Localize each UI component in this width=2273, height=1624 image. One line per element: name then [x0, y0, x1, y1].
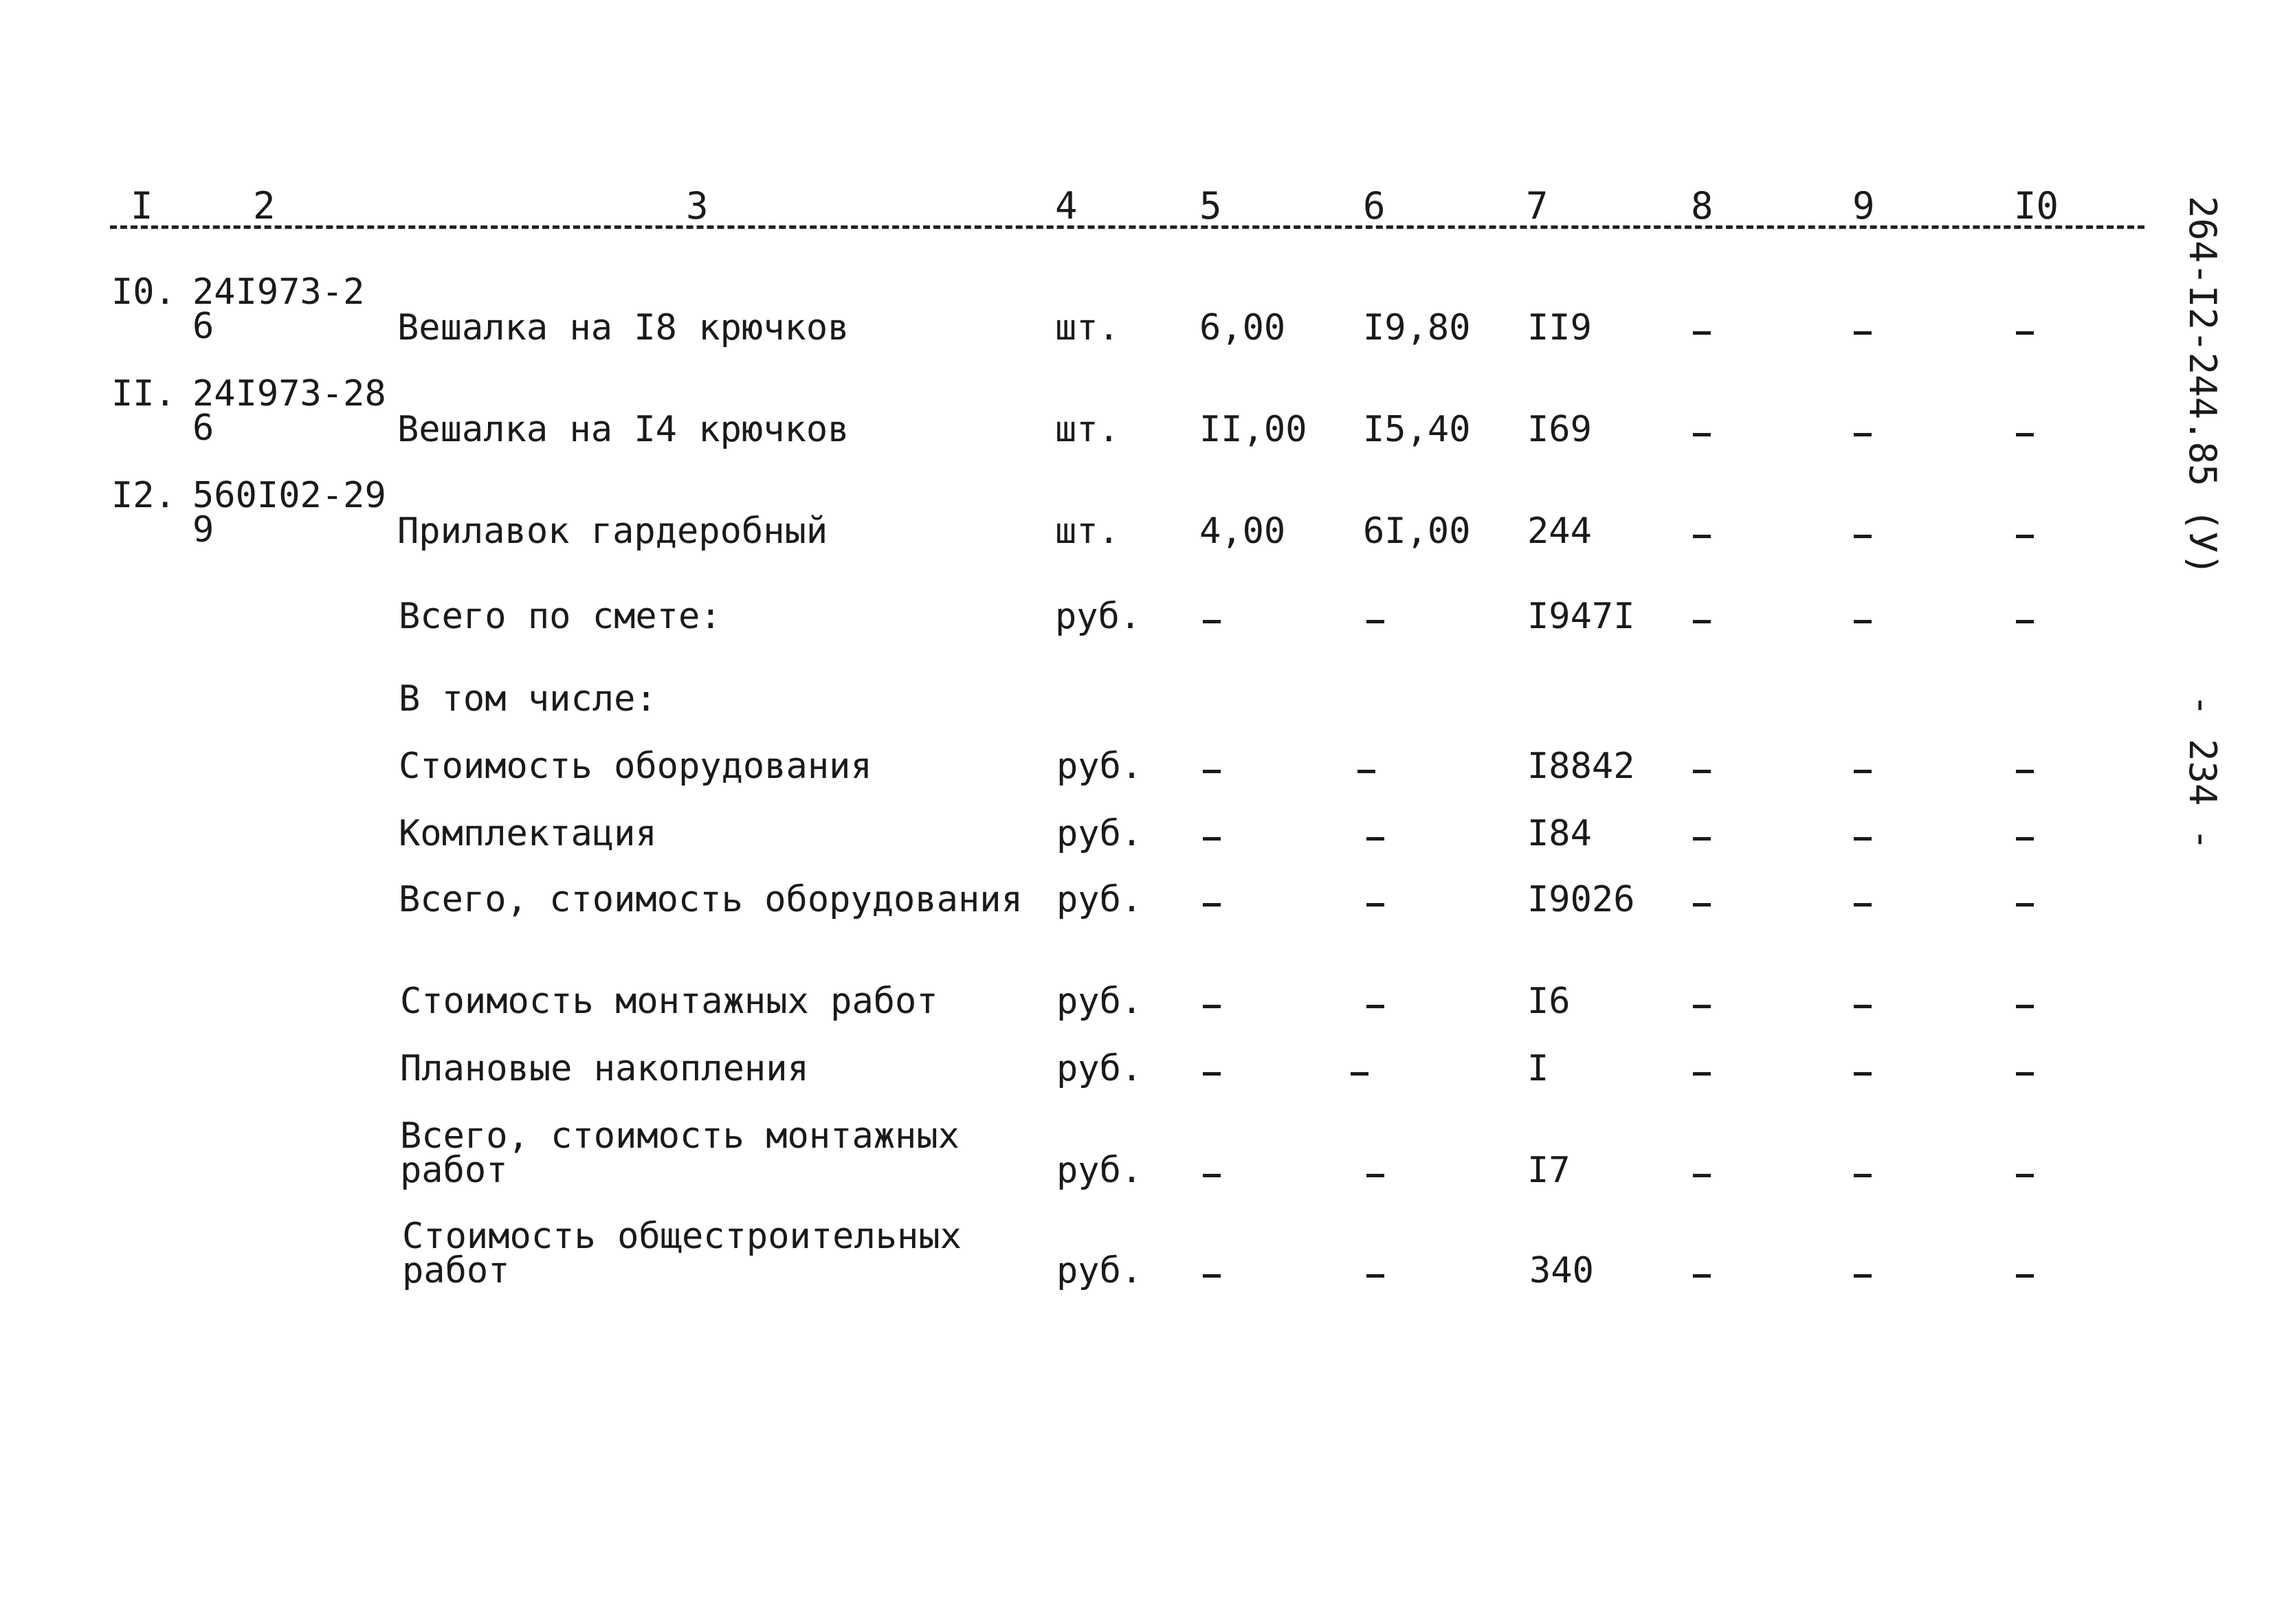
- detail-unit: руб.: [1056, 1150, 1143, 1191]
- detail-name: Всего, стоимость оборудования: [399, 879, 1023, 920]
- detail-name: Стоимость монтажных работ: [400, 981, 938, 1022]
- row-price: I5,40: [1363, 409, 1471, 450]
- detail-unit: руб.: [1056, 746, 1143, 787]
- row-dash-9: [1854, 837, 1872, 841]
- row-dash-10: [2016, 770, 2034, 773]
- row-dash-9: [1854, 903, 1872, 906]
- row-total: II9: [1527, 307, 1592, 348]
- row-dash-10: [2016, 535, 2034, 538]
- row-dash-9: [1854, 770, 1872, 773]
- detail-name: Всего, стоимость монтажных: [400, 1115, 960, 1157]
- including-label: В том числе:: [399, 678, 657, 720]
- row-dash-10: [2016, 837, 2034, 841]
- header-rule: [110, 225, 2144, 229]
- row-dash-8: [1693, 1072, 1711, 1076]
- row-dash-6: [1366, 1174, 1384, 1177]
- detail-name-cont: работ: [402, 1250, 510, 1291]
- row-dash-5: [1203, 903, 1221, 906]
- row-dash-10: [2016, 620, 2034, 623]
- detail-value: I6: [1527, 981, 1571, 1022]
- row-price: 6I,00: [1363, 511, 1471, 552]
- row-dash-5: [1203, 770, 1221, 773]
- row-dash-8: [1693, 620, 1711, 623]
- col-header-10: I0: [2014, 184, 2059, 227]
- row-dash-8: [1693, 433, 1711, 436]
- row-number: I0.: [111, 271, 176, 313]
- row-dash-6: [1366, 903, 1384, 906]
- row-dash-6: [1366, 1274, 1384, 1278]
- detail-value: I: [1527, 1048, 1549, 1089]
- row-qty: 6,00: [1199, 307, 1286, 348]
- row-name: Прилавок гардеробный: [397, 511, 828, 552]
- col-header-5: 5: [1199, 184, 1222, 227]
- row-dash-8: [1693, 1174, 1711, 1177]
- detail-unit: руб.: [1056, 981, 1143, 1022]
- detail-unit: руб.: [1056, 879, 1143, 920]
- detail-value: 340: [1529, 1250, 1594, 1291]
- row-dash-8: [1693, 770, 1711, 773]
- total-unit: руб.: [1055, 596, 1142, 637]
- detail-unit: руб.: [1056, 1250, 1143, 1291]
- detail-name: Комплектация: [399, 813, 657, 854]
- row-dash-5: [1203, 1274, 1221, 1278]
- detail-name: Плановые накопления: [400, 1048, 809, 1089]
- row-dash-9: [1854, 620, 1872, 623]
- row-dash-10: [2016, 1174, 2034, 1177]
- row-code: 560I02-29: [192, 475, 386, 516]
- col-header-7: 7: [1526, 184, 1549, 227]
- row-dash-8: [1693, 535, 1711, 538]
- row-dash-9: [1854, 1072, 1872, 1076]
- col-header-2: 2: [253, 184, 276, 227]
- total-value: I947I: [1527, 596, 1635, 637]
- row-dash-5: [1203, 837, 1221, 841]
- row-dash-9: [1854, 331, 1872, 335]
- col-header-4: 4: [1055, 184, 1078, 227]
- col-header-3: 3: [686, 184, 709, 227]
- row-dash-8: [1693, 1005, 1711, 1008]
- row-dash-8: [1693, 1274, 1711, 1278]
- row-dash-10: [2016, 433, 2034, 436]
- row-dash-5: [1203, 1005, 1221, 1008]
- row-number: II.: [111, 373, 176, 414]
- row-dash-8: [1693, 903, 1711, 906]
- col-header-9: 9: [1852, 184, 1875, 227]
- page-number: - 234 -: [2181, 694, 2224, 851]
- detail-unit: руб.: [1056, 813, 1143, 854]
- row-dash-10: [2016, 903, 2034, 906]
- row-total: 244: [1527, 511, 1592, 552]
- row-unit: шт.: [1055, 511, 1120, 552]
- detail-value: I8842: [1527, 746, 1635, 787]
- row-dash-10: [2016, 1005, 2034, 1008]
- row-code: 24I973-28: [192, 373, 386, 414]
- row-dash-9: [1854, 1174, 1872, 1177]
- row-dash-10: [2016, 1072, 2034, 1076]
- row-dash-10: [2016, 1274, 2034, 1278]
- row-dash-9: [1854, 1005, 1872, 1008]
- row-code-suffix: 6: [192, 306, 214, 347]
- row-dash-9: [1854, 1274, 1872, 1278]
- row-price: I9,80: [1363, 307, 1471, 348]
- row-dash-5: [1203, 1072, 1221, 1076]
- detail-name: Стоимость общестроительных: [402, 1216, 962, 1257]
- row-dash-6: [1366, 837, 1384, 841]
- row-code: 24I973-2: [192, 271, 365, 313]
- row-code-suffix: 6: [192, 408, 214, 449]
- detail-value: I84: [1527, 813, 1592, 854]
- row-name: Вешалка на I4 крючков: [397, 409, 850, 450]
- row-dash-5: [1203, 1174, 1221, 1177]
- row-code-suffix: 9: [192, 509, 214, 550]
- detail-unit: руб.: [1056, 1048, 1143, 1089]
- row-dash-5: [1203, 620, 1221, 623]
- col-header-6: 6: [1363, 184, 1386, 227]
- total-label: Всего по смете:: [399, 596, 722, 637]
- row-dash-9: [1854, 433, 1872, 436]
- detail-value: I7: [1527, 1150, 1571, 1191]
- row-total: I69: [1527, 409, 1592, 450]
- row-dash-6: [1357, 770, 1375, 773]
- row-qty: II,00: [1199, 409, 1307, 450]
- row-unit: шт.: [1055, 307, 1120, 348]
- row-dash-8: [1693, 837, 1711, 841]
- detail-name: Стоимость оборудования: [399, 746, 872, 787]
- row-name: Вешалка на I8 крючков: [397, 307, 850, 348]
- row-qty: 4,00: [1199, 511, 1286, 552]
- row-number: I2.: [111, 475, 176, 516]
- row-dash-10: [2016, 331, 2034, 335]
- row-unit: шт.: [1055, 409, 1120, 450]
- row-dash-6: [1366, 620, 1384, 623]
- col-header-8: 8: [1691, 184, 1714, 227]
- row-dash-6: [1366, 1005, 1384, 1008]
- detail-value: I9026: [1527, 879, 1635, 920]
- col-header-1: I: [131, 184, 153, 227]
- row-dash-8: [1693, 331, 1711, 335]
- detail-name-cont: работ: [400, 1150, 508, 1191]
- doc-code: 264-I2-244.85 (У): [2181, 196, 2224, 576]
- row-dash-9: [1854, 535, 1872, 538]
- row-dash-6: [1351, 1072, 1368, 1076]
